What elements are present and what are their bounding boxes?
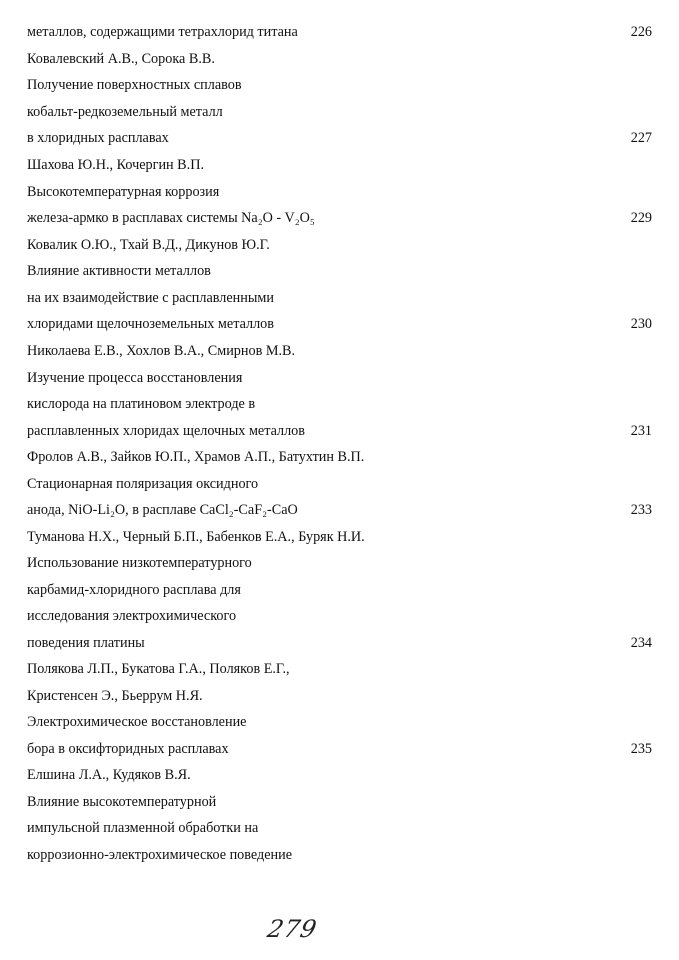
- toc-page-number: 233: [630, 502, 652, 518]
- toc-authors: Ковалик О.Ю., Тхай В.Д., Дикунов Ю.Г.: [27, 237, 270, 253]
- toc-page-number: 231: [630, 423, 652, 439]
- toc-line: расплавленных хлоридах щелочных металлов: [27, 423, 305, 439]
- toc-line: Стационарная поляризация оксидного: [27, 476, 259, 492]
- toc-line: железа-армко в расплавах системы Na₂O - V₂O₅: [27, 210, 315, 226]
- toc-line: Изучение процесса восстановления: [27, 370, 243, 386]
- toc-authors: Фролов А.В., Зайков Ю.П., Храмов А.П., Батухтин В.П.: [27, 449, 365, 465]
- toc-line: металлов, содержащими тетрахлорид титана: [27, 24, 298, 40]
- toc-authors: Туманова Н.Х., Черный Б.П., Бабенков Е.А., Буряк Н.И.: [27, 529, 365, 545]
- toc-authors: Полякова Л.П., Букатова Г.А., Поляков Е.Г.,: [27, 661, 290, 677]
- toc-line: исследования электрохимического: [27, 608, 237, 624]
- toc-line: кобальт-редкоземельный металл: [27, 104, 223, 120]
- toc-authors: Шахова Ю.Н., Кочергин В.П.: [27, 157, 204, 173]
- toc-line: в хлоридных расплавах: [27, 130, 169, 146]
- toc-page-number: 227: [630, 130, 652, 146]
- toc-line: анода, NiO-Li₂O, в расплаве CaCl₂-CaF₂-CaO: [27, 502, 298, 518]
- toc-page-number: 230: [630, 316, 652, 332]
- toc-authors: Елшина Л.А., Кудяков В.Я.: [27, 767, 191, 783]
- toc-authors: Кристенсен Э., Бьеррум Н.Я.: [27, 688, 203, 704]
- toc-page-number: 235: [630, 741, 652, 757]
- toc-line: кислорода на платиновом электроде в: [27, 396, 256, 412]
- toc-line: Влияние активности металлов: [27, 263, 211, 279]
- toc-line: Использование низкотемпературного: [27, 555, 252, 571]
- toc-line: бора в оксифторидных расплавах: [27, 741, 229, 757]
- toc-line: карбамид-хлоридного расплава для: [27, 582, 241, 598]
- toc-line: Высокотемпературная коррозия: [27, 184, 220, 200]
- toc-page-number: 229: [630, 210, 652, 226]
- toc-line: хлоридами щелочноземельных металлов: [27, 316, 274, 332]
- handwritten-page-number: 279: [265, 915, 320, 943]
- toc-line: Влияние высокотемпературной: [27, 794, 217, 810]
- toc-line: коррозионно-электрохимическое поведение: [27, 847, 292, 863]
- toc-line: на их взаимодействие с расплавленными: [27, 290, 274, 306]
- toc-line: Электрохимическое восстановление: [27, 714, 247, 730]
- toc-page-number: 234: [630, 635, 652, 651]
- toc-line: Получение поверхностных сплавов: [27, 77, 242, 93]
- toc-page-number: 226: [630, 24, 652, 40]
- toc-authors: Николаева Е.В., Хохлов В.А., Смирнов М.В.: [27, 343, 295, 359]
- toc-authors: Ковалевский А.В., Сорока В.В.: [27, 51, 215, 67]
- toc-line: поведения платины: [27, 635, 145, 651]
- toc-line: импульсной плазменной обработки на: [27, 820, 259, 836]
